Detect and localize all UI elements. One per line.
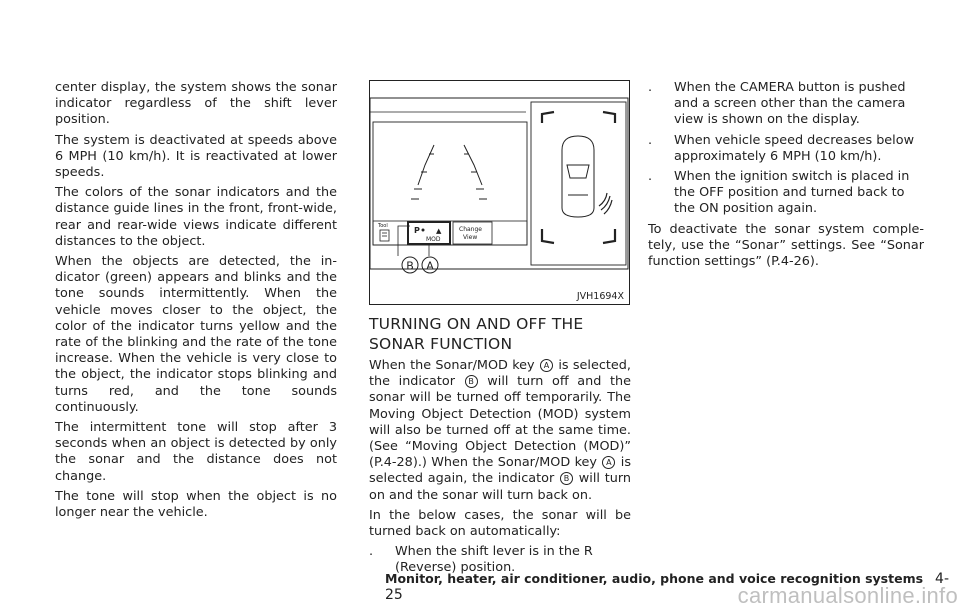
guide-line-left bbox=[418, 145, 434, 185]
bullet-text: When vehicle speed decreases below approximately 6 MPH (10 km/h). bbox=[674, 132, 915, 164]
bullet-mark: . bbox=[648, 169, 653, 185]
paragraph: In the below cases, the sonar will be turned back on automatically: bbox=[369, 507, 631, 540]
callout-b-label: B bbox=[406, 259, 414, 273]
callout-b-ref: B bbox=[465, 375, 478, 388]
column-right bbox=[648, 80, 924, 274]
paragraph bbox=[369, 358, 631, 504]
sonar-indicator-waves bbox=[599, 193, 612, 214]
guide-line-right bbox=[464, 145, 482, 185]
paragraph: To deactivate the sonar system comple-tely, use the “Sonar” settings. See “Sonar function settings” (P.4-26). bbox=[648, 221, 924, 270]
figure-code: JVH1694X bbox=[576, 291, 624, 302]
camera-display-figure bbox=[369, 80, 630, 305]
bullet-item bbox=[648, 80, 924, 129]
paragraph: The intermittent tone will stop after 3 seconds when an object is detected by only the sonar and the distance does not change. bbox=[55, 420, 337, 484]
column-middle bbox=[369, 314, 631, 581]
bullet-mark: . bbox=[648, 80, 653, 95]
bullet-item bbox=[648, 133, 924, 165]
watermark: carmanualsonline.info bbox=[737, 583, 958, 608]
section-title: Monitor, heater, air conditioner, audio, phone and voice recognition systems bbox=[385, 571, 924, 586]
paragraph: When the objects are detected, the in-dicator (green) appears and blinks and the tone sounds intermittently. When the vehicle moves closer to the object, the color of the indicator turns yellow and the rate of the blinking and the rate of the tone increase. When the vehicle is very close to the object, the indicator stops blinking and turns red, and the tone sounds continuously. bbox=[55, 254, 337, 415]
change-view-label: View bbox=[463, 234, 478, 241]
paragraph: center display, the system shows the sonar indicator regardless of the shift lever position. bbox=[55, 80, 337, 128]
change-view-label: Change bbox=[459, 226, 482, 233]
bullet-item bbox=[648, 169, 924, 218]
callout-b-ref: B bbox=[560, 472, 573, 485]
vehicle-icon bbox=[562, 136, 594, 217]
text-run: is selected again, the indicator bbox=[369, 455, 631, 487]
bullet-text: When the shift lever is in the R (Reverse) position. bbox=[395, 544, 593, 576]
sonar-mod-icon bbox=[414, 226, 442, 243]
paragraph: The colors of the sonar indicators and the distance guide lines in the front, front-wide, rear and rear-wide views indicate different distances to the object. bbox=[55, 185, 337, 249]
left-icon bbox=[377, 223, 389, 241]
callout-a-label: A bbox=[426, 259, 434, 273]
section-heading: TURNING ON AND OFF THE SONAR FUNCTION bbox=[369, 315, 584, 353]
text-run: will turn on and the sonar will turn back on. bbox=[369, 471, 631, 503]
guide-lines-right bbox=[464, 145, 487, 199]
display-illustration bbox=[370, 81, 629, 304]
text-run: is selected, the indicator bbox=[369, 358, 631, 390]
bullet-text: When the CAMERA button is pushed and a screen other than the camera view is shown on the display. bbox=[674, 80, 906, 128]
bullet-text: When the ignition switch is placed in the OFF position and turned back to the ON position again. bbox=[674, 169, 910, 217]
callout-b bbox=[402, 257, 418, 273]
text-run: When the Sonar/MOD key bbox=[369, 358, 535, 373]
mod-label: MOD bbox=[426, 236, 441, 243]
bullet-mark: . bbox=[369, 544, 374, 560]
callout-a bbox=[422, 257, 438, 273]
svg-text:Tool: Tool bbox=[378, 223, 388, 229]
paragraph: The system is deactivated at speeds above 6 MPH (10 km/h). It is reactivated at lower speeds. bbox=[55, 132, 337, 181]
bullet-mark: . bbox=[648, 132, 653, 148]
callout-a-ref: A bbox=[540, 359, 553, 372]
guide-lines-left bbox=[411, 145, 434, 199]
column-left bbox=[55, 80, 337, 525]
svg-text:▲: ▲ bbox=[436, 227, 442, 235]
callout-a-ref: A bbox=[602, 456, 615, 469]
text-run: will turn off and the sonar will be turned off temporarily. The Moving Object Detection (MOD) system will also be turned off at the same time. (See “Moving Object Detection (MOD)” (P.4-28).) When the Sonar/MOD key bbox=[369, 374, 632, 471]
paragraph: The tone will stop when the object is no longer near the vehicle. bbox=[55, 488, 337, 521]
page-number: 4-25 bbox=[385, 571, 950, 603]
svg-text:P: P bbox=[414, 226, 420, 235]
